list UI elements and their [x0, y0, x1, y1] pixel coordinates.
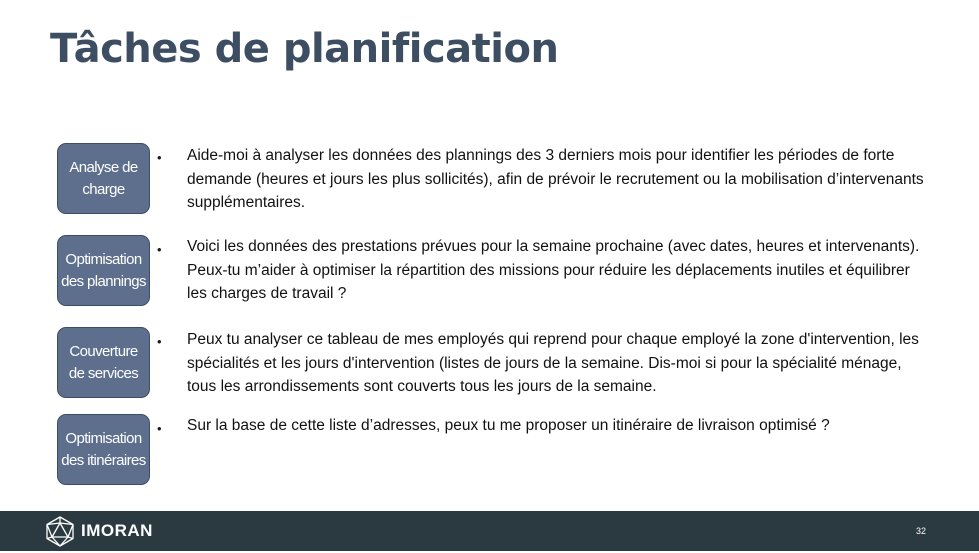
- task-prompt-text: Peux tu analyser ce tableau de mes employés qui reprend pour chaque employé la zone d'intervention, les spécialités et les jours d'intervention (listes de jours de la semaine. Dis-moi si pour la spécialité ménage, tous les arrondissements sont couverts tous les jours de la semaine.: [187, 331, 919, 395]
- page-title: Tâches de planification: [50, 26, 559, 72]
- task-prompt-text: Voici les données des prestations prévues pour la semaine prochaine (avec dates, heures et intervenants). Peux-tu m’aider à optimiser la répartition des missions pour réduire les déplacements inutiles et équilibrer les charges de travail ?: [187, 238, 920, 302]
- task-category-badge: Couverture de services: [57, 327, 150, 398]
- brand-name: IMORAN: [81, 521, 153, 540]
- bullet-icon: •: [157, 334, 162, 349]
- footer-bar: [0, 511, 979, 551]
- bullet-icon: •: [157, 150, 162, 165]
- task-prompt-text: Sur la base de cette liste d’adresses, peux tu me proposer un itinéraire de livraison optimisé ?: [187, 417, 830, 434]
- icosahedron-icon: [44, 515, 76, 553]
- task-category-badge: Optimisation des itinéraires: [57, 414, 150, 485]
- task-category-badge: Optimisation des plannings: [57, 235, 150, 306]
- bullet-icon: •: [157, 242, 162, 257]
- task-category-badge: Analyse de charge: [57, 143, 150, 214]
- task-prompt-text: Aide-moi à analyser les données des plannings des 3 derniers mois pour identifier les périodes de forte demande (heures et jours les plus sollicités), afin de prévoir le recrutement ou la mobilisation d’intervenants supplémentaires.: [187, 147, 924, 211]
- bullet-icon: •: [157, 421, 162, 436]
- page-number: 32: [915, 526, 926, 536]
